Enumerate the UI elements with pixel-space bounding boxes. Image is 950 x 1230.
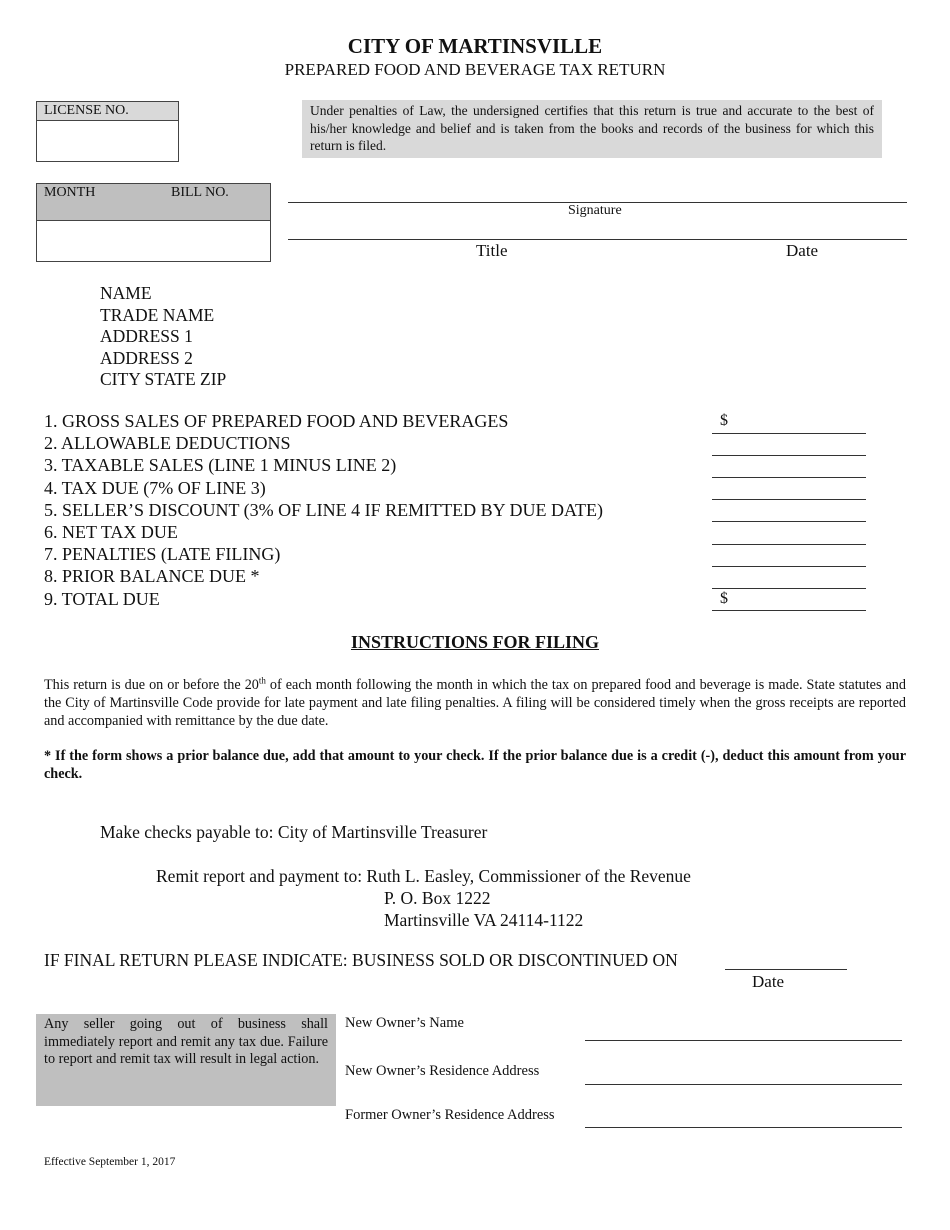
title-label: Title <box>476 241 508 260</box>
month-bill-box <box>36 183 271 262</box>
answer-field-gross-sales[interactable] <box>712 433 866 434</box>
new-owner-address-label: New Owner’s Residence Address <box>345 1063 540 1079</box>
address-block <box>100 283 226 391</box>
line-taxable-sales: 3. TAXABLE SALES (LINE 1 MINUS LINE 2) <box>44 455 397 476</box>
line-sellers-discount: 5. SELLER’S DISCOUNT (3% OF LINE 4 IF REMITTED BY DUE DATE) <box>44 499 603 520</box>
discontinued-date-label: Date <box>752 972 785 991</box>
title-date-line[interactable] <box>288 239 907 240</box>
instructions-text-a: This return is due on or before the 20 <box>44 677 259 693</box>
former-owner-address-field[interactable] <box>585 1127 902 1128</box>
line-prior-balance: 8. PRIOR BALANCE DUE * <box>44 566 260 587</box>
final-return-statement: IF FINAL RETURN PLEASE INDICATE: BUSINESS SOLD OR DISCONTINUED ON <box>44 950 678 970</box>
signature-label: Signature <box>568 203 622 218</box>
former-owner-address-label: Former Owner’s Residence Address <box>345 1107 555 1123</box>
tax-lines <box>44 410 603 610</box>
checks-payable-to: Make checks payable to: City of Martinsville Treasurer <box>100 822 488 842</box>
date-label: Date <box>786 241 819 260</box>
new-owner-name-label: New Owner’s Name <box>345 1015 464 1031</box>
answer-field-total-due[interactable] <box>712 610 866 611</box>
answer-field-taxable-sales[interactable] <box>712 477 866 478</box>
dollar-sign-total: $ <box>720 590 728 607</box>
address-city-state-zip: CITY STATE ZIP <box>100 369 227 389</box>
remit-line-1: Remit report and payment to: Ruth L. Easley, Commissioner of the Revenue <box>156 866 691 886</box>
answer-field-deductions[interactable] <box>712 455 866 456</box>
line-penalties: 7. PENALTIES (LATE FILING) <box>44 544 281 565</box>
remit-line-2: P. O. Box 1222 <box>384 888 491 908</box>
line-tax-due: 4. TAX DUE (7% OF LINE 3) <box>44 477 266 498</box>
line-net-tax-due: 6. NET TAX DUE <box>44 522 178 543</box>
license-number-label: LICENSE NO. <box>37 102 178 121</box>
month-bill-field[interactable] <box>37 221 270 261</box>
address-name: NAME <box>100 283 152 303</box>
instructions-text-b: of each month following the month in which the tax on prepared food and beverage is made. State statutes and the City of Martinsville Code provide for late payment and late filing penalties. A filing will be considered timely when the gross receipts are reported and accompanied with remittance by the due date. <box>44 677 906 729</box>
new-owner-name-field[interactable] <box>585 1040 902 1041</box>
dollar-sign-gross: $ <box>720 412 728 429</box>
certification-statement: Under penalties of Law, the undersigned certifies that this return is true and accurate to the best of his/her knowledge and belief and is taken from the books and records of the business for which this return is filed. <box>302 100 882 158</box>
line-total-due: 9. TOTAL DUE <box>44 588 160 609</box>
answer-field-net-tax[interactable] <box>712 544 866 545</box>
license-number-field[interactable] <box>37 121 178 161</box>
address-trade-name: TRADE NAME <box>100 304 215 325</box>
answer-field-penalties[interactable] <box>712 566 866 567</box>
instructions-title: INSTRUCTIONS FOR FILING <box>350 632 600 652</box>
line-allowable-deductions: 2. ALLOWABLE DEDUCTIONS <box>44 433 291 454</box>
going-out-of-business-warning: Any seller going out of business shall immediately report and remit any tax due. Failure to report and remit tax will result in legal action. <box>36 1014 336 1106</box>
answer-field-sellers-discount[interactable] <box>712 521 866 522</box>
month-bill-header <box>37 184 270 221</box>
line-gross-sales: 1. GROSS SALES OF PREPARED FOOD AND BEVERAGES <box>44 411 509 431</box>
answer-field-tax-due[interactable] <box>712 499 866 500</box>
instructions-superscript: th <box>258 675 266 686</box>
instructions-paragraph <box>44 676 906 730</box>
form-subtitle: PREPARED FOOD AND BEVERAGE TAX RETURN <box>284 60 666 79</box>
answer-field-prior-balance[interactable] <box>712 588 866 589</box>
effective-date: Effective September 1, 2017 <box>44 1156 176 1168</box>
bill-number-label: BILL NO. <box>171 185 229 200</box>
form-title: CITY OF MARTINSVILLE <box>347 34 603 58</box>
remit-address <box>156 865 691 931</box>
new-owner-address-field[interactable] <box>585 1084 902 1085</box>
address-line-1: ADDRESS 1 <box>100 326 193 346</box>
discontinued-date-field[interactable] <box>725 969 847 970</box>
license-number-box <box>36 101 179 162</box>
address-line-2: ADDRESS 2 <box>100 347 193 368</box>
month-label: MONTH <box>44 185 96 200</box>
remit-line-3: Martinsville VA 24114-1122 <box>384 910 584 930</box>
prior-balance-note: * If the form shows a prior balance due, add that amount to your check. If the prior balance due is a credit (-), deduct this amount from your check. <box>44 748 906 782</box>
